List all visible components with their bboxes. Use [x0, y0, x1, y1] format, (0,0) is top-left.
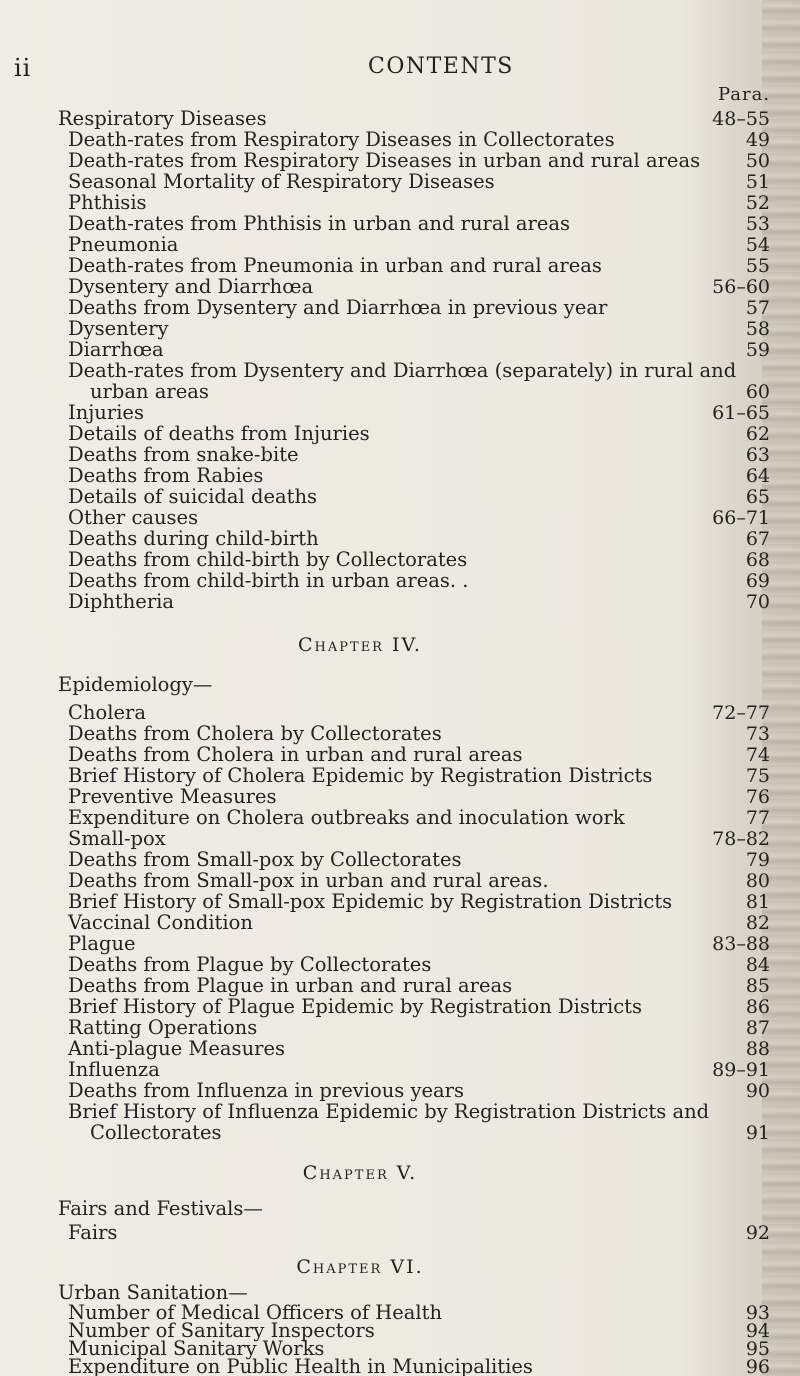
entry-title: Diphtheria [68, 590, 175, 613]
toc-entry[interactable] [0, 213, 800, 235]
para-number: 55 [745, 255, 770, 277]
toc-entry[interactable] [0, 723, 800, 745]
toc-entry[interactable] [0, 1059, 800, 1081]
entry-title: Details of suicidal deaths [68, 485, 318, 508]
entry-title: Fairs [68, 1221, 118, 1244]
toc-entry[interactable] [0, 486, 800, 508]
entry-title: Diarrhœa [68, 338, 164, 361]
para-number: 62 [745, 423, 770, 445]
toc-entry[interactable] [0, 339, 800, 361]
section-heading[interactable] [0, 1198, 800, 1220]
toc-entry[interactable] [0, 1038, 800, 1060]
entry-title: Details of deaths from Injuries [68, 422, 370, 445]
entry-title: urban areas [90, 380, 209, 403]
entry-title: Deaths from Small-pox in urban and rural areas. [68, 869, 549, 892]
para-number: 91 [745, 1122, 770, 1144]
para-number: 64 [745, 465, 770, 487]
toc-entry[interactable] [0, 1080, 800, 1102]
entry-title: Anti-plague Measures [68, 1037, 285, 1060]
para-number: 66–71 [712, 507, 770, 529]
entry-title: Dysentery and Diarrhœa [68, 275, 314, 298]
para-number: 86 [745, 996, 770, 1018]
entry-title: Death-rates from Respiratory Diseases in Collectorates [68, 128, 615, 151]
entry-title: Small-pox [68, 827, 166, 850]
entry-title: Death-rates from Pneumonia in urban and rural areas [68, 254, 602, 277]
entry-title: Plague [68, 932, 136, 955]
para-number: 76 [745, 786, 770, 808]
entry-title: Deaths from child-birth in urban areas. . [68, 569, 469, 592]
entry-title: Respiratory Diseases [58, 107, 267, 130]
para-number: 84 [745, 954, 770, 976]
toc-entry[interactable] [0, 297, 800, 319]
para-number: 94 [745, 1320, 770, 1342]
para-number: 52 [745, 192, 770, 214]
toc-entry[interactable] [0, 744, 800, 766]
entry-title: Deaths from child-birth by Collectorates [68, 548, 468, 571]
toc-entry[interactable] [0, 171, 800, 193]
entry-title: Fairs and Festivals— [58, 1197, 263, 1220]
toc-entry[interactable] [0, 570, 800, 592]
para-number: 63 [745, 444, 770, 466]
page-number: ii [14, 54, 32, 82]
entry-title: Brief History of Small-pox Epidemic by Registration Districts [68, 890, 673, 913]
entry-title: Deaths from Influenza in previous years [68, 1079, 464, 1102]
para-number: 74 [745, 744, 770, 766]
entry-title: Death-rates from Phthisis in urban and rural areas [68, 212, 571, 235]
para-number: 50 [745, 150, 770, 172]
entry-title: Deaths from Cholera in urban and rural areas [68, 743, 523, 766]
toc-entry[interactable] [0, 549, 800, 571]
para-number: 88 [745, 1038, 770, 1060]
toc-entry[interactable] [0, 318, 800, 340]
para-number: 92 [745, 1222, 770, 1244]
toc-entry[interactable] [0, 276, 800, 298]
entry-title: Injuries [68, 401, 144, 424]
entry-title: Death-rates from Respiratory Diseases in urban and rural areas [68, 149, 701, 172]
toc-entry[interactable] [0, 444, 800, 466]
para-number: 65 [745, 486, 770, 508]
entry-title: Influenza [68, 1058, 160, 1081]
toc-entry[interactable] [0, 765, 800, 787]
para-number: 68 [745, 549, 770, 571]
chapter-heading: Chapter VI. [296, 1256, 424, 1278]
entry-title: Collectorates [90, 1121, 222, 1144]
toc-entry[interactable] [0, 702, 800, 724]
para-number: 87 [745, 1017, 770, 1039]
entry-title: Municipal Sanitary Works [68, 1337, 325, 1360]
entry-title: Pneumonia [68, 233, 179, 256]
toc-entry[interactable] [0, 1017, 800, 1039]
toc-entry[interactable] [0, 402, 800, 424]
toc-entry[interactable] [0, 108, 800, 130]
toc-entry[interactable] [0, 381, 800, 403]
para-number: 70 [745, 591, 770, 613]
entry-title: Vaccinal Condition [68, 911, 253, 934]
toc-entry[interactable] [0, 507, 800, 529]
para-number: 57 [745, 297, 770, 319]
para-number: 85 [745, 975, 770, 997]
entry-title: Brief History of Plague Epidemic by Registration Districts [68, 995, 642, 1018]
entry-title: Deaths from Cholera by Collectorates [68, 722, 442, 745]
entry-title: Deaths from Small-pox by Collectorates [68, 848, 462, 871]
para-number: 82 [745, 912, 770, 934]
toc-entry[interactable] [0, 975, 800, 997]
toc-entry[interactable] [0, 996, 800, 1018]
entry-title: Death-rates from Dysentery and Diarrhœa (separately) in rural and [68, 359, 737, 382]
entry-title: Brief History of Influenza Epidemic by Registration Districts and [68, 1100, 710, 1123]
toc-entry[interactable] [0, 360, 800, 382]
entry-title: Expenditure on Cholera outbreaks and inoculation work [68, 806, 625, 829]
para-number: 61–65 [712, 402, 770, 424]
para-number: 95 [745, 1338, 770, 1360]
entry-title: Cholera [68, 701, 146, 724]
toc-entry[interactable] [0, 465, 800, 487]
toc-entry[interactable] [0, 828, 800, 850]
toc-entry[interactable] [0, 912, 800, 934]
entry-title: Preventive Measures [68, 785, 277, 808]
toc-entry[interactable] [0, 1222, 800, 1244]
section-heading[interactable] [0, 674, 800, 696]
toc-entry[interactable] [0, 891, 800, 913]
entry-title: Deaths from Dysentery and Diarrhœa in previous year [68, 296, 608, 319]
para-number: 89–91 [712, 1059, 770, 1081]
entry-title: Expenditure on Public Health in Municipalities [68, 1356, 533, 1376]
para-number: 93 [745, 1302, 770, 1324]
chapter-heading: Chapter IV. [298, 634, 422, 656]
toc-entry[interactable] [0, 933, 800, 955]
entry-title: Dysentery [68, 317, 169, 340]
entry-title: Phthisis [68, 191, 147, 214]
entry-title: Seasonal Mortality of Respiratory Diseases [68, 170, 495, 193]
toc-entry[interactable] [0, 423, 800, 445]
para-number: 90 [745, 1080, 770, 1102]
para-number: 56–60 [712, 276, 770, 298]
toc-entry[interactable] [0, 1122, 800, 1144]
para-number: 53 [745, 213, 770, 235]
chapter-heading: Chapter V. [302, 1162, 418, 1184]
toc-entry[interactable] [0, 255, 800, 277]
para-number: 77 [745, 807, 770, 829]
para-number: 48–55 [712, 108, 770, 130]
toc-entry[interactable] [0, 129, 800, 151]
para-number: 80 [745, 870, 770, 892]
para-number: 49 [745, 129, 770, 151]
para-number: 72–77 [712, 702, 770, 724]
page-header [0, 54, 800, 84]
toc-entry[interactable] [0, 807, 800, 829]
entry-title: Number of Medical Officers of Health [68, 1301, 443, 1324]
para-number: 78–82 [712, 828, 770, 850]
entry-title: Deaths from snake-bite [68, 443, 299, 466]
para-number: 73 [745, 723, 770, 745]
para-number: 75 [745, 765, 770, 787]
para-number: 96 [745, 1356, 770, 1376]
para-number: 69 [745, 570, 770, 592]
entry-title: Number of Sanitary Inspectors [68, 1319, 375, 1342]
toc-entry[interactable] [0, 786, 800, 808]
para-column-heading: Para. [718, 84, 771, 105]
running-title: CONTENTS [368, 54, 514, 79]
para-number: 58 [745, 318, 770, 340]
entry-title: Deaths from Plague by Collectorates [68, 953, 432, 976]
entry-title: Ratting Operations [68, 1016, 258, 1039]
para-number: 54 [745, 234, 770, 256]
entry-title: Deaths from Rabies [68, 464, 264, 487]
toc-entry[interactable] [0, 1101, 800, 1123]
para-number: 67 [745, 528, 770, 550]
entry-title: Epidemiology— [58, 673, 213, 696]
toc-entry[interactable] [0, 234, 800, 256]
entry-title: Deaths during child-birth [68, 527, 319, 550]
toc-entry[interactable] [0, 591, 800, 613]
toc-entry[interactable] [0, 150, 800, 172]
para-number: 59 [745, 339, 770, 361]
toc-entry[interactable] [0, 954, 800, 976]
entry-title: Urban Sanitation— [58, 1281, 248, 1304]
toc-entry[interactable] [0, 870, 800, 892]
para-number: 81 [745, 891, 770, 913]
toc-entry[interactable] [0, 1356, 800, 1376]
para-number: 51 [745, 171, 770, 193]
toc-entry[interactable] [0, 192, 800, 214]
toc-entry[interactable] [0, 849, 800, 871]
entry-title: Other causes [68, 506, 199, 529]
toc-entry[interactable] [0, 528, 800, 550]
para-number: 79 [745, 849, 770, 871]
entry-title: Brief History of Cholera Epidemic by Registration Districts [68, 764, 653, 787]
para-number: 83–88 [712, 933, 770, 955]
para-number: 60 [745, 381, 770, 403]
entry-title: Deaths from Plague in urban and rural areas [68, 974, 513, 997]
